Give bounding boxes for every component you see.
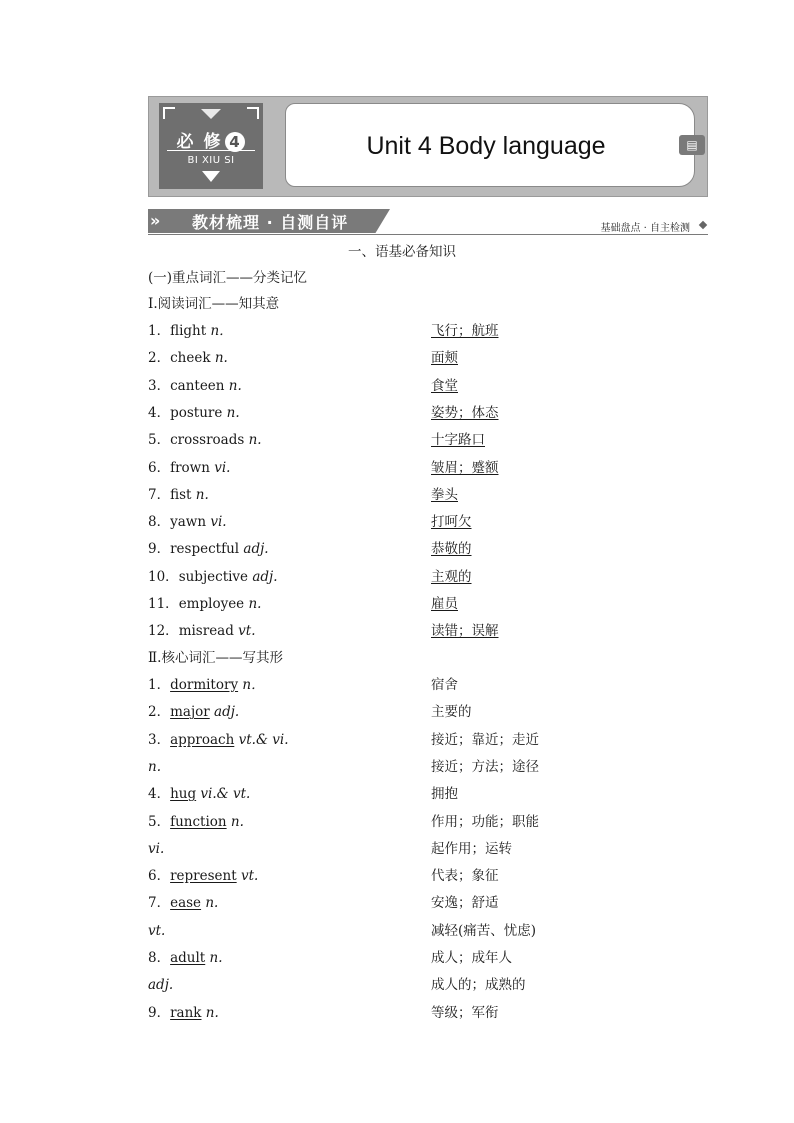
entry-word: represent (170, 868, 237, 885)
entry-word: canteen (170, 377, 225, 394)
list-item (148, 458, 708, 478)
entry-meaning: 成人的；成熟的 (431, 977, 526, 994)
vocab-entry (148, 539, 269, 559)
entry-meaning: 接近；靠近；走近 (431, 731, 539, 748)
entry-part-of-speech: vi. (148, 840, 165, 857)
section-label: 教材梳理 · 自测自评 (192, 213, 349, 232)
entry-part-of-speech: vi. (214, 459, 231, 476)
entry-word: frown (170, 459, 210, 476)
entry-number: 2． (148, 704, 171, 721)
vocab-entry (148, 812, 244, 832)
entry-number: 4． (148, 404, 171, 421)
badge-corner-left (163, 107, 175, 119)
entry-word: rank (170, 1004, 202, 1021)
subheading-text: (一)重点词汇——分类记忆 (148, 270, 308, 286)
entry-word: respectful (170, 541, 240, 558)
entry-word: dormitory (170, 677, 239, 693)
entry-word: function (170, 813, 227, 830)
vocab-entry (148, 921, 165, 941)
section-heading: 一、语基必备知识 (348, 244, 456, 260)
badge-pinyin: BI XIU SI (187, 155, 235, 166)
group-title (148, 648, 708, 668)
vocab-entry (148, 675, 265, 695)
entry-number: 1． (148, 677, 171, 693)
entry-part-of-speech: adj. (148, 977, 174, 994)
entry-number: 11． (148, 596, 179, 612)
entry-part-of-speech: n. (205, 895, 219, 912)
vocab-entry (148, 866, 258, 886)
list-item (148, 866, 708, 886)
unit-banner (148, 96, 708, 197)
vocab-entry (148, 839, 164, 859)
entry-number: 12． (148, 623, 179, 640)
entry-meaning: 起作用；运转 (431, 840, 512, 857)
vocab-entry (148, 458, 230, 478)
vocab-entry (148, 403, 240, 423)
entry-number: 4． (148, 786, 171, 803)
entry-part-of-speech: n. (230, 813, 244, 830)
entry-part-of-speech: n. (195, 486, 209, 503)
entry-part-of-speech: vt. (240, 868, 259, 885)
badge-corner-right (247, 107, 259, 119)
entry-word: major (170, 704, 210, 721)
entry-meaning: 成人；成年人 (431, 950, 512, 966)
entry-meaning: 主要的 (431, 704, 472, 721)
list-item (148, 403, 708, 423)
entry-number: 2． (148, 350, 171, 367)
list-item (148, 567, 708, 587)
entry-part-of-speech: adj. (252, 568, 278, 585)
list-item (148, 839, 708, 859)
entry-meaning: 拥抱 (431, 786, 458, 803)
entry-meaning: 食堂 (431, 377, 458, 394)
entry-word: posture (170, 404, 223, 421)
vocab-entry (148, 594, 261, 614)
module-badge (159, 103, 263, 189)
entry-meaning: 十字路口 (431, 432, 485, 449)
entry-number: 1． (148, 323, 171, 339)
entry-word: adult (170, 950, 206, 966)
entry-part-of-speech: vt. (148, 922, 166, 939)
list-item (148, 621, 708, 641)
list-item (148, 321, 708, 341)
vocab-entry (148, 621, 256, 641)
entry-number: 6． (148, 868, 171, 885)
entry-word: fist (170, 486, 192, 503)
list-item (148, 702, 708, 722)
entry-meaning: 雇员 (431, 596, 458, 612)
list-item (148, 812, 708, 832)
group2-title: Ⅱ.核心词汇——写其形 (148, 650, 283, 666)
entry-meaning: 等级；军衔 (431, 1004, 499, 1021)
vocab-entry (148, 975, 173, 995)
entry-number: 7． (148, 486, 171, 503)
vocab-entry (148, 512, 227, 532)
entry-number: 10． (148, 568, 179, 585)
vocab-entry (148, 702, 239, 722)
entry-part-of-speech: vi.& vt. (200, 786, 251, 803)
vocab-entry (148, 430, 262, 450)
list-item (148, 512, 708, 532)
badge-title (159, 127, 263, 152)
entry-part-of-speech: adj. (243, 541, 269, 558)
list-item (148, 594, 708, 614)
entry-meaning: 读错；误解 (431, 623, 499, 640)
entry-meaning: 姿势；体态 (431, 404, 499, 421)
section-divider (148, 234, 708, 235)
entry-part-of-speech: vt.& vi. (238, 731, 289, 748)
entry-part-of-speech: n. (228, 377, 242, 394)
entry-word: hug (170, 786, 197, 803)
entry-meaning: 减轻(痛苦、忧虑) (431, 922, 537, 939)
page-title: Unit 4 Body language (366, 132, 606, 160)
entry-meaning: 主观的 (431, 568, 472, 585)
list-item (148, 376, 708, 396)
entry-part-of-speech: n. (205, 1004, 219, 1021)
diamond-icon (699, 221, 707, 229)
vocab-entry (148, 321, 233, 341)
entry-number: 6． (148, 459, 171, 476)
entry-meaning: 安逸；舒适 (431, 895, 499, 912)
entry-number: 7． (148, 895, 171, 912)
subheading (148, 268, 708, 288)
group-title (148, 294, 708, 314)
vocab-entry (148, 485, 209, 505)
list-item (148, 430, 708, 450)
entry-word: crossroads (170, 432, 245, 449)
entry-number: 5． (148, 813, 171, 830)
section-subtitle: 基础盘点 · 自主检测 (600, 223, 690, 234)
list-item (148, 485, 708, 505)
vocab-entry (148, 784, 250, 804)
vocab-entry (148, 376, 242, 396)
entry-part-of-speech: n. (214, 350, 228, 367)
entry-word: misread (178, 623, 234, 640)
title-box (285, 103, 695, 187)
entry-part-of-speech: n. (248, 596, 262, 612)
entry-word: cheek (170, 350, 211, 367)
entry-part-of-speech: n. (248, 432, 262, 449)
list-item (148, 948, 708, 968)
list-item (148, 784, 708, 804)
book-icon: ▤ (679, 135, 705, 155)
entry-meaning: 打呵欠 (431, 514, 472, 531)
badge-top-triangle-icon (201, 109, 221, 119)
vocab-entry (148, 567, 278, 587)
entry-number: 3． (148, 377, 171, 394)
badge-number: 4 (225, 132, 245, 152)
list-item (148, 1003, 708, 1023)
list-item (148, 757, 708, 777)
entry-part-of-speech: n． (210, 323, 233, 339)
list-item (148, 921, 708, 941)
list-item (148, 975, 708, 995)
entry-meaning: 宿舍 (431, 677, 458, 693)
section-bar (148, 207, 708, 235)
list-item (148, 730, 708, 750)
entry-meaning: 飞行；航班 (431, 323, 499, 339)
entry-part-of-speech: n． (242, 677, 265, 693)
entry-part-of-speech: n. (226, 404, 240, 421)
entry-part-of-speech: vi. (210, 514, 227, 531)
entry-word: ease (170, 895, 202, 912)
entry-number: 3． (148, 731, 171, 748)
entry-number: 9． (148, 1004, 171, 1021)
badge-divider (167, 150, 255, 151)
entry-word: subjective (178, 568, 249, 585)
entry-word: yawn (170, 514, 207, 531)
vocab-entry (148, 757, 161, 777)
list-item (148, 675, 708, 695)
entry-meaning: 接近；方法；途径 (431, 758, 539, 775)
entry-number: 8． (148, 514, 171, 531)
double-chevron-icon: » (150, 211, 161, 230)
list-item (148, 348, 708, 368)
entry-meaning: 代表；象征 (431, 868, 499, 885)
entry-part-of-speech: adj. (214, 704, 240, 721)
entry-word: employee (178, 596, 245, 612)
vocab-entry (148, 730, 289, 750)
vocab-entry (148, 893, 218, 913)
entry-meaning: 拳头 (431, 486, 458, 503)
entry-meaning: 恭敬的 (431, 541, 472, 558)
vocab-entry (148, 348, 228, 368)
badge-down-triangle-icon (202, 171, 220, 182)
entry-meaning: 皱眉；蹙额 (431, 459, 499, 476)
vocab-entry (148, 948, 223, 968)
entry-number: 8． (148, 950, 171, 966)
entry-word: flight (170, 323, 207, 339)
list-item (148, 539, 708, 559)
entry-meaning: 面颊 (431, 350, 458, 367)
group1-title: Ⅰ.阅读词汇——知其意 (148, 296, 280, 312)
vocab-entry (148, 1003, 219, 1023)
entry-number: 5． (148, 432, 171, 449)
entry-word: approach (170, 731, 235, 748)
entry-part-of-speech: n. (148, 758, 161, 775)
list-item (148, 893, 708, 913)
entry-meaning: 作用；功能；职能 (431, 813, 539, 830)
entry-part-of-speech: vt. (238, 623, 256, 640)
entry-part-of-speech: n. (209, 950, 223, 966)
entry-number: 9． (148, 541, 171, 558)
badge-chars: 必 修 (176, 132, 223, 152)
